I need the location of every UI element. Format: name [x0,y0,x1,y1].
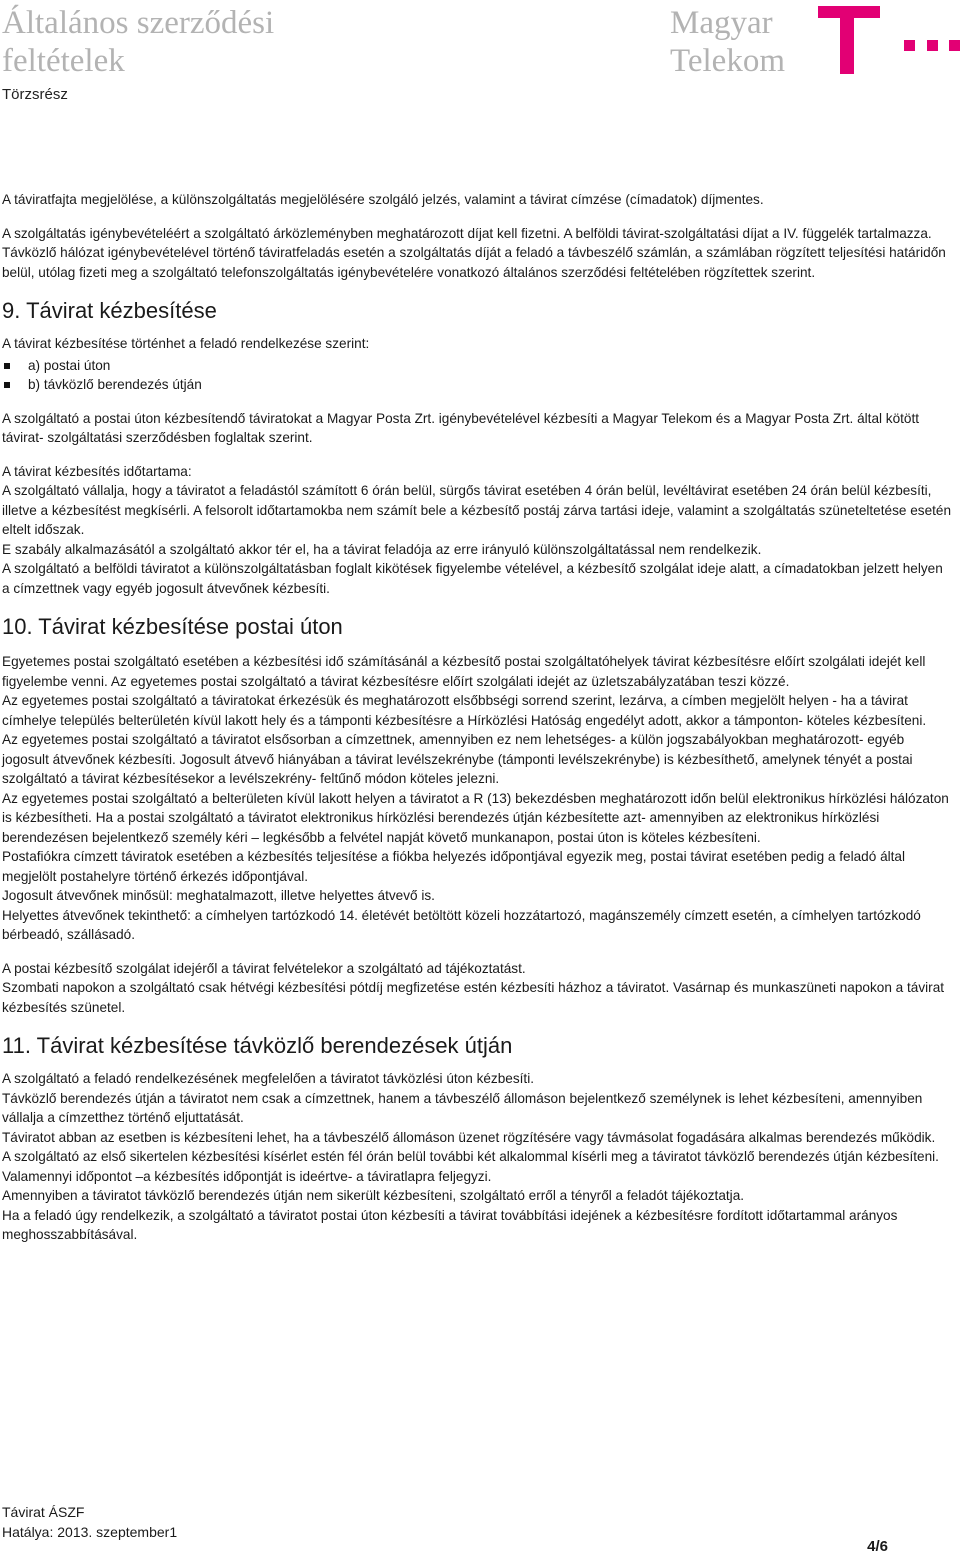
section-10-paragraph: Jogosult átvevőnek minősül: meghatalmazott, illetve helyettes átvevő is. [2,888,435,903]
section-10-paragraph: Helyettes átvevőnek tekinthető: a címhelyen tartózkodó 14. életévét betöltött közeli hozzátartozó, magánszemély címzett esetén, a címhelyen tartózkodó bérbeadó, szállásadó. [2,907,921,942]
footer-effective-date: Hatálya: 2013. szeptember1 [2,1524,178,1540]
logo-dot [904,40,915,51]
duration-paragraph: E szabály alkalmazásától a szolgáltató akkor tér el, ha a távirat feladója az erre irányuló különszolgáltatással nem rendelkezik. [2,541,762,557]
section-11-paragraph: Amennyiben a táviratot távközlő berendezés útján nem sikerült kézbesíteni, szolgáltató erről a tényről a feladót tájékoztatja. [2,1188,745,1203]
list-item-text: b) távközlő berendezés útján [28,377,202,392]
bullet-square-icon [4,363,10,369]
section-11-heading: 11. Távirat kézbesítése távközlő berendezések útján [2,1033,513,1058]
list-item [2,356,952,376]
section-10-paragraph: Az egyetemes postai szolgáltató a táviratot elsősorban a címzettnek, amennyiben ez nem lehetséges- a külön jogszabályokban meghatározott- egyéb jogosult átvevőnek kézbesíti. Jogosult átvevő hiányában a távirat levélszekrénybe (támponti levélszekrénybe) is kézbesíthető, amelynek tényét a postai szolgáltató a távirat kézbesítésekor a levélszekrény- feltűnő módon köteles jelezni. [2,732,913,786]
section-11-paragraph: Távközlő berendezés útján a táviratot nem csak a címzettnek, hanem a távbeszélő állomáson bejelentkező személynek is lehet kézbesíteni, amennyiben vállalja a címzetthez történő eljuttatását. [2,1090,923,1125]
brand-name [670,4,785,80]
brand-name-line1: Magyar [670,5,773,41]
document-title-line1: Általános szerződési [2,5,275,41]
duration-title: A távirat kézbesítés időtartama: [2,463,192,479]
logo-t-stem [840,6,854,74]
section-11-paragraph: A szolgáltató a feladó rendelkezésének megfelelően a táviratot távközlési úton kézbesíti. [2,1071,534,1086]
document-title [2,4,274,80]
document-title-line2: feltételek [2,43,125,79]
bullet-square-icon [4,382,10,388]
delivery-methods-list [2,356,952,395]
section-10-paragraph: Postafiókra címzett táviratok esetében a kézbesítés teljesítése a fiókba helyezés időpontjával egyezik meg, postai távirat esetében pedig a feladó által megjelölt postahelyre történő érkezés időpontjával. [2,849,906,884]
section-10-paragraph: Szombati napokon a szolgáltató csak hétvégi kézbesítési pótdíj megfizetése estén kézbesíti házhoz a táviratot. Vasárnap és munkaszüneti napokon a távirat kézbesítés szünetel. [2,980,945,1015]
brand-name-line2: Telekom [670,43,785,79]
duration-paragraph: A szolgáltató vállalja, hogy a táviratot a feladástól számított 6 órán belül, sürgős távirat esetében 4 órán belül, levéltávirat esetében 24 órán belül kézbesíti, illetve a kézbesítést megkísérli. A felsorolt időtartamokba nem számít bele a kézbesítő postáj zárva tartási ideje, valamint a szolgáltatás szüneteltetése esetén eltelt időszak. [2,483,952,537]
intro-paragraph: A szolgáltatás igénybevételéért a szolgáltató árközleményben meghatározott díjat kell fizetni. A belföldi távirat-szolgáltatási díjat a IV. függelék tartalmazza. [2,225,932,241]
document-body [2,190,952,1245]
section-11-paragraph: Ha a feladó úgy rendelkezik, a szolgáltató a táviratot postai úton kézbesíti a távirat továbbítási idejének a kézbesítésre fordított időtartammal arányos meghosszabbításával. [2,1207,898,1242]
section-11-paragraph: Táviratot abban az esetben is kézbesíteni lehet, ha a távbeszélő állomáson üzenet rögzítésére vagy távmásolat fogadására alkalmas berendezés működik. [2,1129,936,1145]
section-10-paragraph: Az egyetemes postai szolgáltató a belterületen kívül lakott helyen a táviratot a R (13) bekezdésben meghatározott időn belül elektronikus hírközlési hálózaton is kézbesítheti. Ha a postai szolgáltató a táviratot elektronikus hírközlési berendezés útján kézbesítette azt- amennyiben az elektronikus hírközlési berendezésen bejelentkező személy kéri – legkésőbb a felvétel napját követő munkanapon, postai úton is köteles kézbesíteni. [2,790,949,845]
document-subtitle: Törzsrész [2,86,68,103]
intro-paragraph: Távközlő hálózat igénybevételével történő táviratfeladás esetén a szolgáltatás díját a feladó a távbeszélő számlán, a számlában rögzített teljesítési határidőn belül, utólag fizeti meg a szolgáltató telefonszolgáltatás igénybevételére vonatkozó általános szerződési feltételében rögzítettek szerint. [2,245,946,280]
logo-dot [927,40,938,51]
footer-document-name: Távirat ÁSZF [2,1504,85,1520]
duration-paragraph: A szolgáltató a belföldi táviratot a különszolgáltatásban foglalt kikötések figyelembe vételével, a kézbesítő szolgálat ideje alatt, a címadatokban jelzett helyen a címzettnek vagy egyéb jogosult átvevőnek kézbesíti. [2,561,943,596]
logo-dot [949,40,960,51]
section-10-heading: 10. Távirat kézbesítése postai úton [2,614,343,639]
section-10-paragraph: A postai kézbesítő szolgálat idejéről a távirat felvételekor a szolgáltató ad tájékoztatást. [2,960,526,976]
section-10-paragraph: Egyetemes postai szolgáltató esetében a kézbesítési idő számításánál a kézbesítő postai szolgáltatóhelyek távirat kézbesítésre előírt szolgálati idejét kell figyelembe venni. Az egyetemes postai szolgáltató a távirat kézbesítésre előírt szolgálati idejét az üzletszabályzatában teszi közzé. [2,654,926,689]
intro-paragraph: A táviratfajta megjelölése, a különszolgáltatás megjelölésére szolgáló jelzés, valamint a távirat címzése (címadatok) díjmentes. [2,192,764,207]
section-9-paragraph: A szolgáltató a postai úton kézbesítendő táviratokat a Magyar Posta Zrt. igénybevételével kézbesíti a Magyar Telekom és a Magyar Posta Zrt. által kötött távirat- szolgáltatási szerződésben foglaltak szerint. [2,410,920,445]
section-11-paragraph: A szolgáltató az első sikertelen kézbesítési kísérlet estén fél órán belül további két alkalommal kísérli meg a táviratot távközlő berendezés útján kézbesíteni. Valamennyi időpontot –a kézbesítés időpontját is ideértve- a táviratlapra feljegyzi. [2,1149,939,1184]
section-10-paragraph: Az egyetemes postai szolgáltató a táviratokat érkezésük és meghatározott elsőbbségi sorrend szerint, lezárva, a címben megjelölt helyen - ha a távirat címhelye település belterületén kívül lakott hely és a támponti kézbesítésre a Hírközlési Hatóság engedélyt adott, akkor a támponton- köteles kézbesíteni. [2,693,927,728]
telekom-logo-icon [818,6,960,76]
list-item [2,375,952,395]
section-9-intro: A távirat kézbesítése történhet a feladó rendelkezése szerint: [2,336,370,351]
section-9-heading: 9. Távirat kézbesítése [2,298,217,323]
page-number: 4/6 [867,1538,888,1555]
list-item-text: a) postai úton [28,357,111,373]
